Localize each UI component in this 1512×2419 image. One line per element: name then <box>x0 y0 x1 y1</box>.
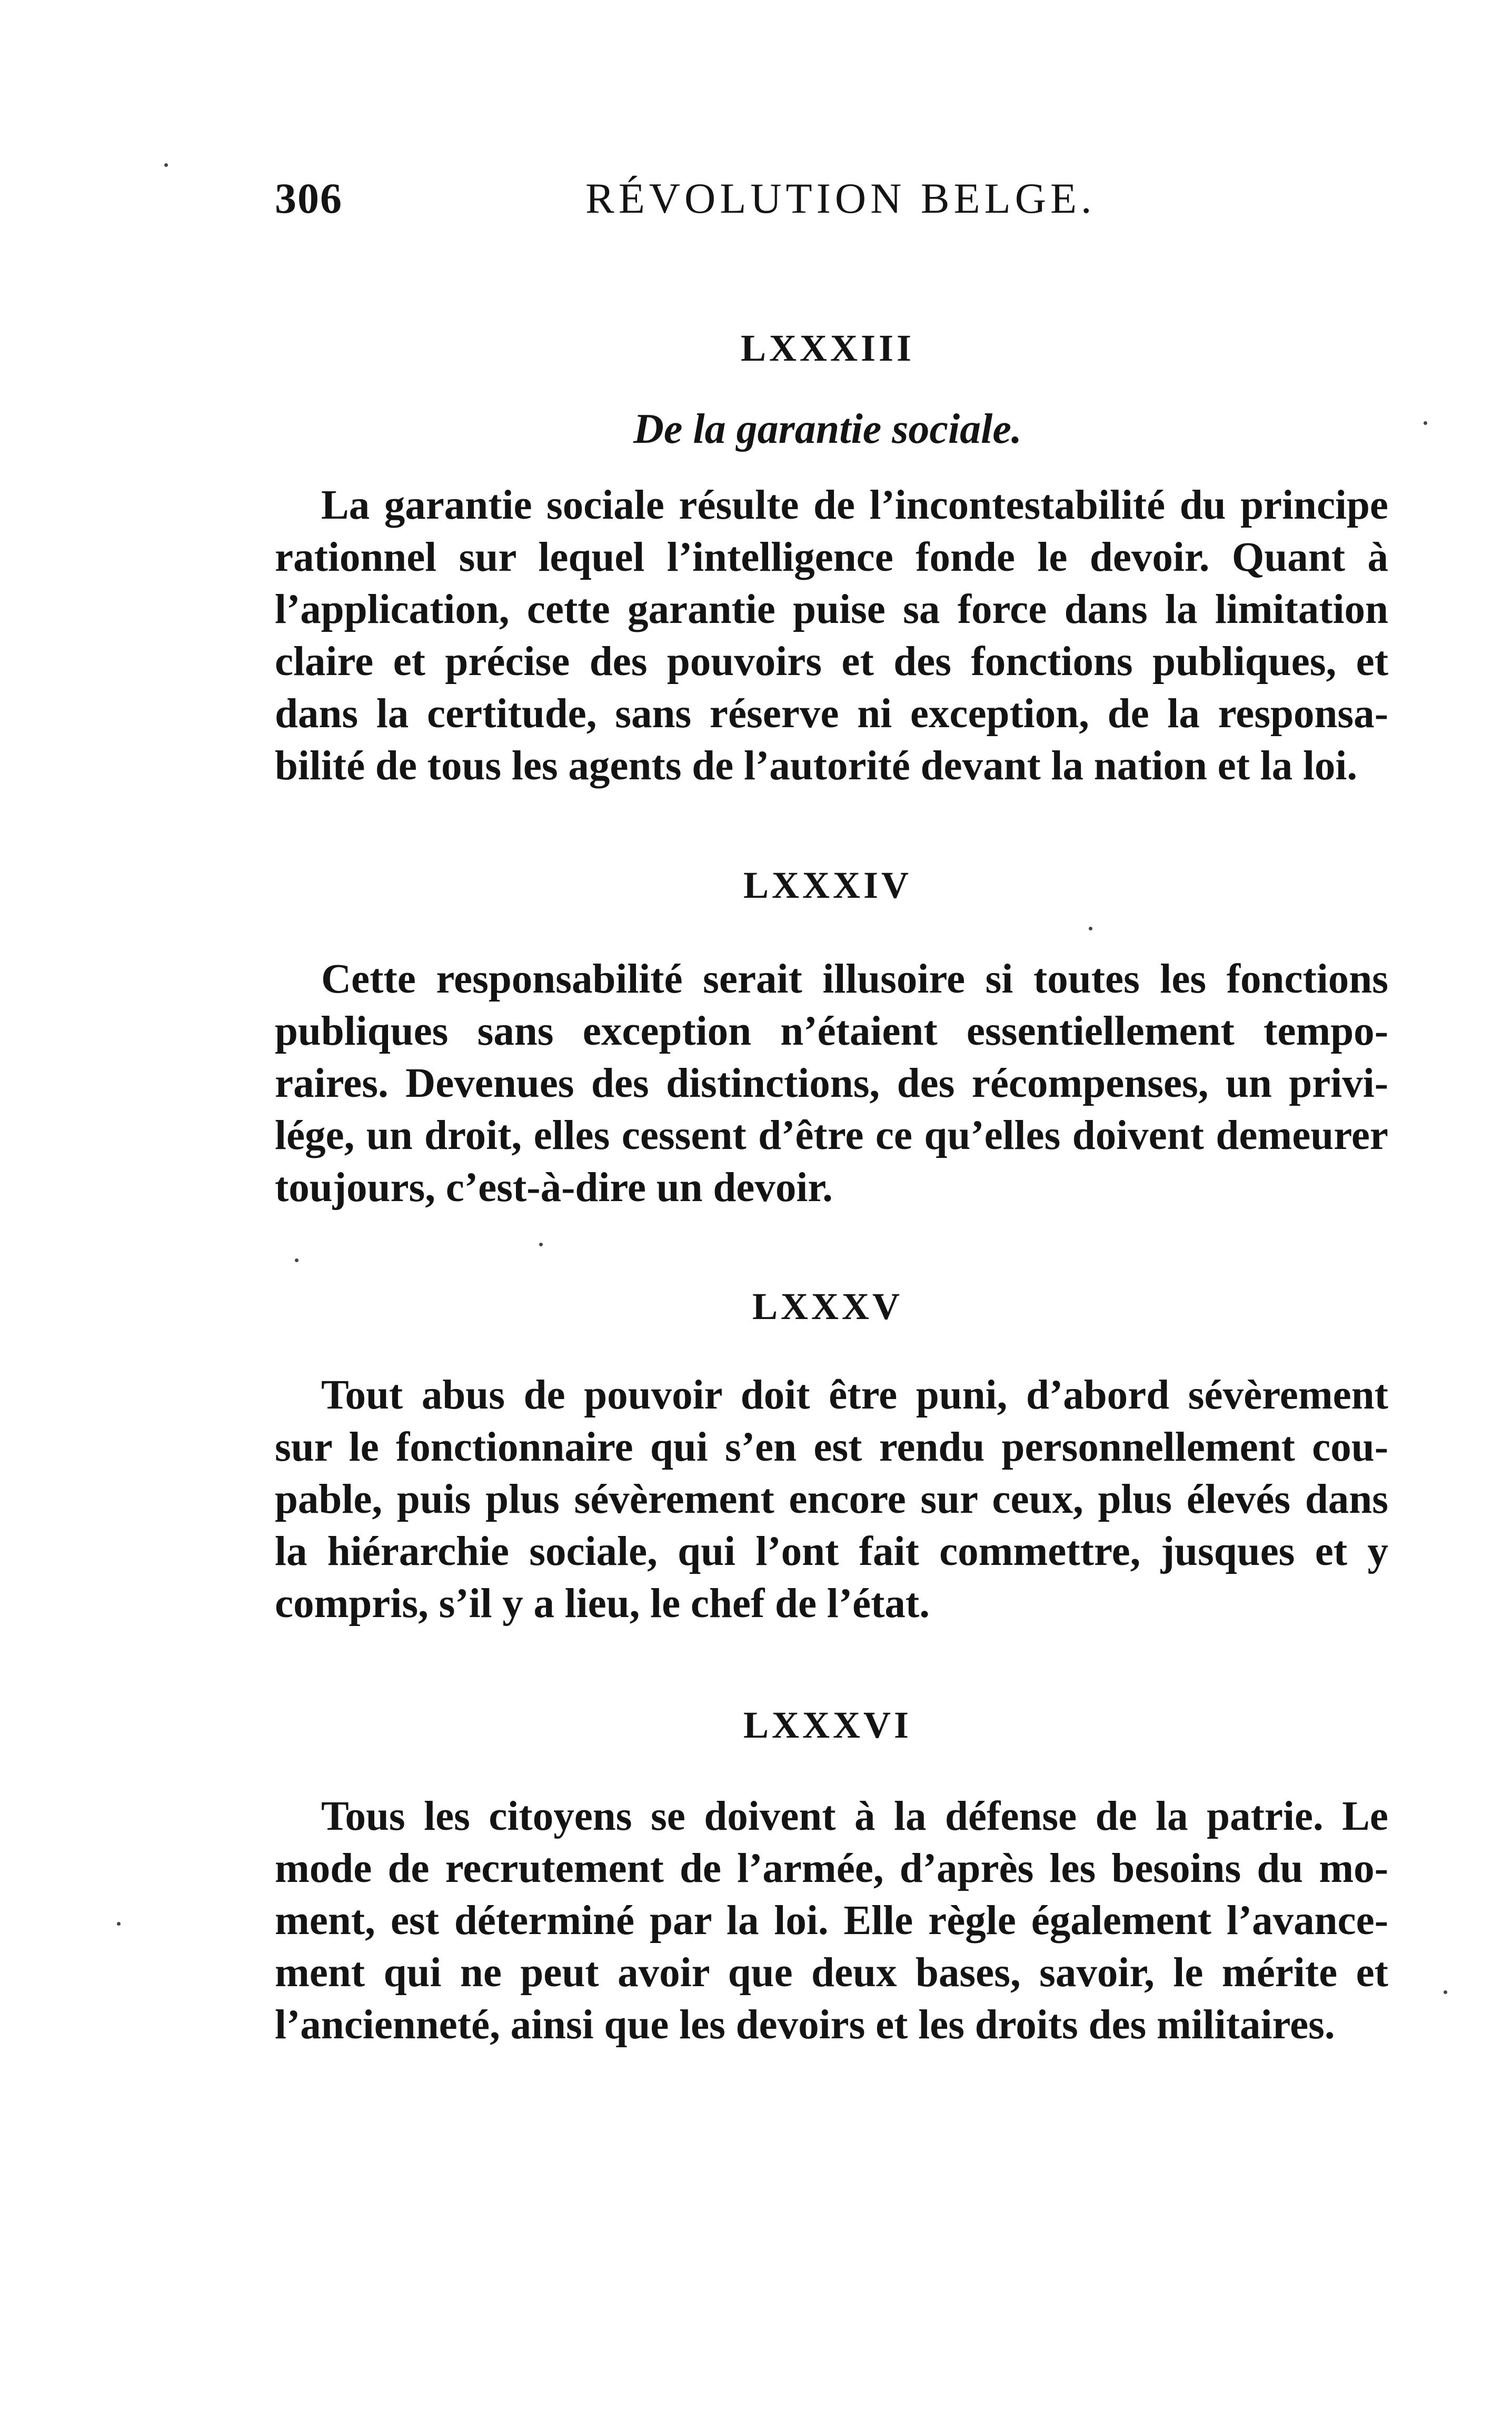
article-text-lxxxiv: Cette responsabilité serait illusoire si toutes les fonctions publiques sans exception n’étaient essentiellement temporaires. Devenues des distinctions, des récompenses, un privilége, un droit, elles cessent d’être ce qu’elles doivent demeurer toujours, c’est-à-dire un devoir. <box>275 956 1388 1211</box>
scan-speck <box>1089 927 1092 930</box>
article-text-lxxxv: Tout abus de pouvoir doit être puni, d’abord sévèrement sur le fonctionnaire qui s’en est rendu personnellement coupable, puis plus sévèrement encore sur ceux, plus élevés dans la hiérarchie sociale, qui l’ont fait commettre, jusques et y compris, s’il y a lieu, le chef de l’état. <box>275 1372 1388 1627</box>
page-header <box>275 174 1117 232</box>
scan-speck <box>1424 421 1427 425</box>
article-text-lxxxiii: La garantie sociale résulte de l’incontestabilité du principe rationnel sur lequel l’intelligence fonde le devoir. Quant à l’application, cette garantie puise sa force dans la limitation claire et précise des pouvoirs et des fonctions publiques, et dans la certitude, sans réserve ni exception, de la responsabilité de tous les agents de l’autorité devant la nation et la loi. <box>275 482 1388 789</box>
page-number: 306 <box>275 174 343 222</box>
running-title: RÉVOLUTION BELGE. <box>585 174 1096 222</box>
scan-speck <box>1444 1990 1447 1994</box>
scan-speck <box>164 163 168 167</box>
scan-speck <box>295 1258 299 1262</box>
article-text-lxxxvi: Tous les citoyens se doivent à la défense de la patrie. Le mode de recrutement de l’armée, d’après les besoins du moment, est déterminé par la loi. Elle règle également l’avancement qui ne peut avoir que deux bases, savoir, le mérite et l’ancienneté, ainsi que les devoirs et les droits des militaires. <box>275 1793 1388 2048</box>
scan-speck <box>539 1243 543 1246</box>
section-heading-lxxxiii: LXXXIII <box>740 327 915 369</box>
section-heading-lxxxv: LXXXV <box>752 1285 903 1327</box>
scan-speck <box>117 1922 121 1926</box>
section-heading-lxxxvi: LXXXVI <box>743 1704 912 1746</box>
section-subtitle-lxxxiii: De la garantie sociale. <box>633 406 1022 452</box>
section-heading-lxxxiv: LXXXIV <box>743 864 912 906</box>
